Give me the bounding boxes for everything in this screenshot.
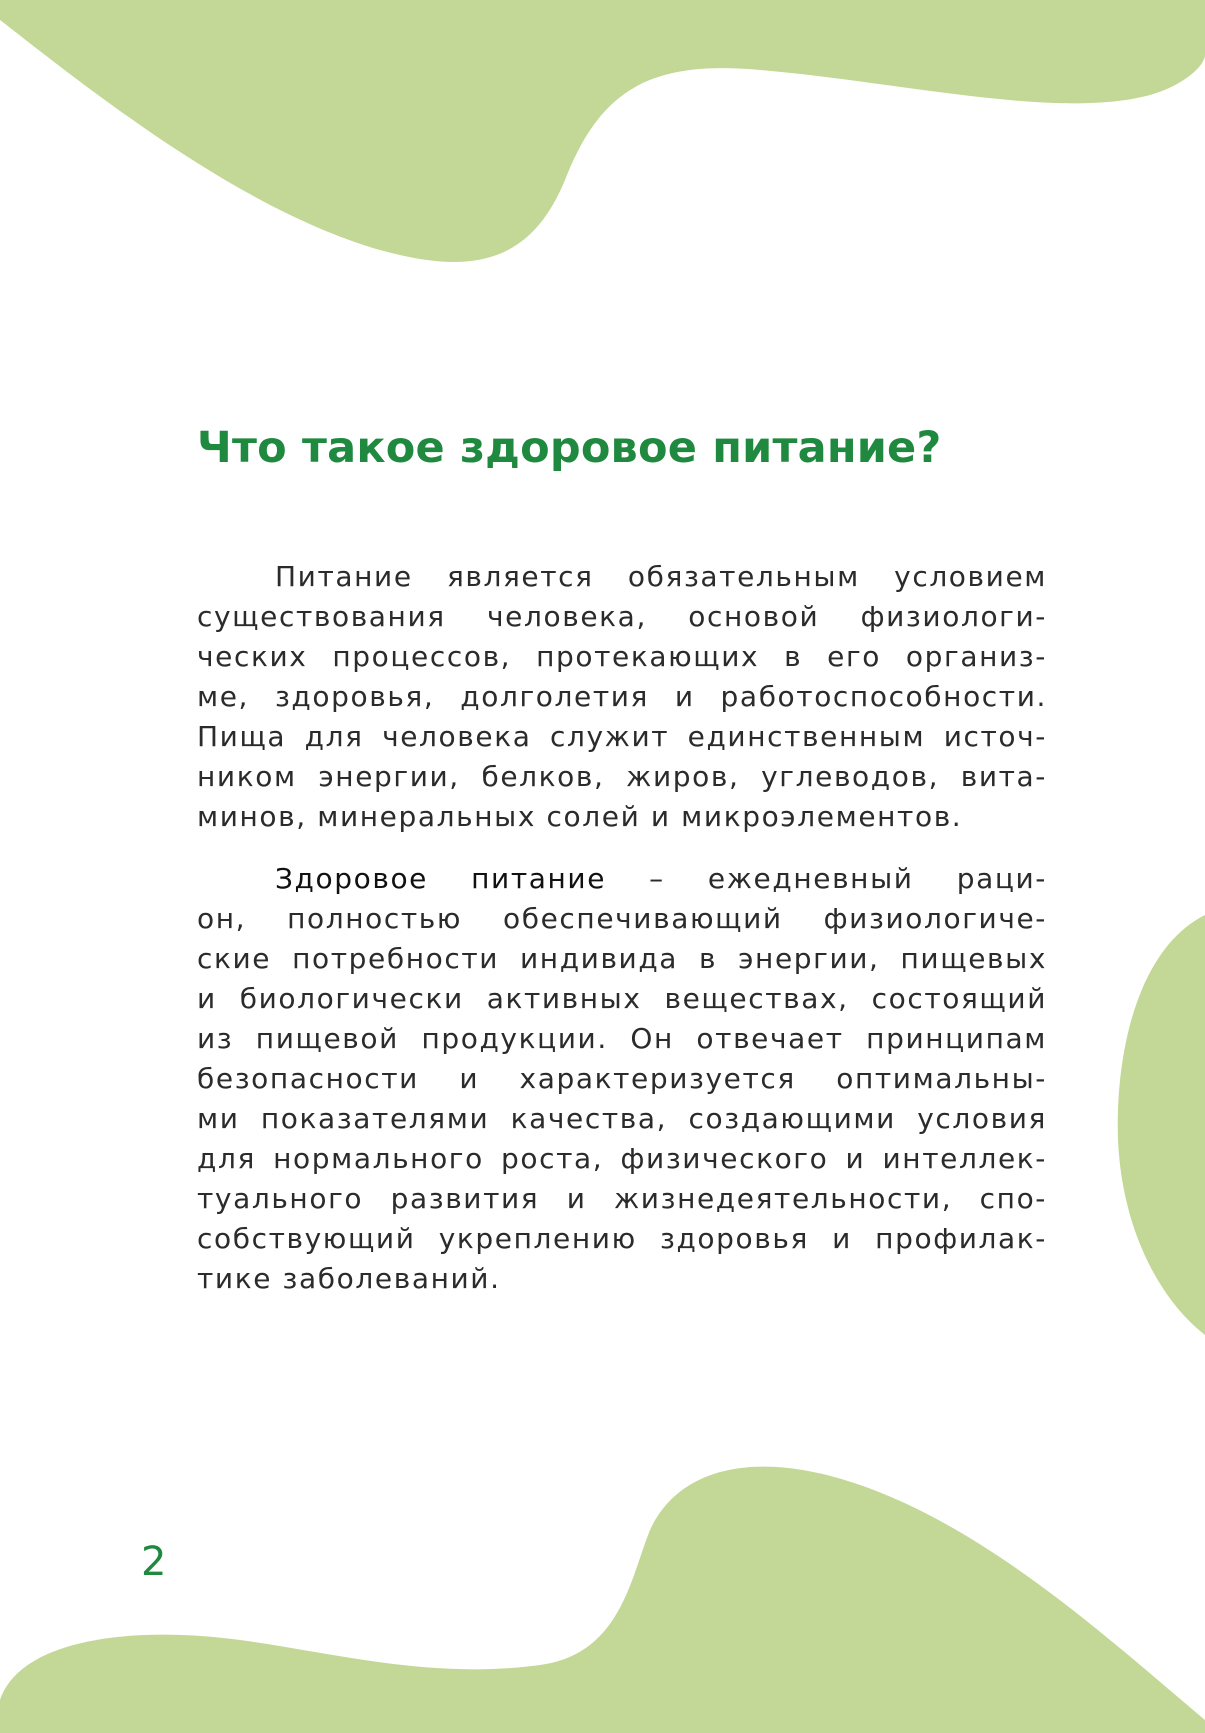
text-line: ме, здоровья, долголетия и работоспособности.	[197, 680, 1047, 713]
text-line: ческих процессов, протекающих в его организ-	[197, 640, 1047, 673]
text-line-with-term	[197, 859, 1047, 899]
paragraph-2	[197, 859, 1047, 1299]
defined-term: Здоровое питание	[275, 862, 607, 895]
right-side-shape	[1118, 915, 1205, 1335]
text-fragment: – ежедневный раци-	[606, 862, 1047, 895]
text-line: Питание является обязательным условием	[275, 560, 1047, 593]
text-line: тике заболеваний.	[197, 1262, 501, 1295]
text-line: Пища для человека служит единственным источ-	[197, 720, 1047, 753]
text-line: ские потребности индивида в энергии, пищевых	[197, 942, 1047, 975]
text-line: безопасности и характеризуется оптимальны-	[197, 1062, 1047, 1095]
text-line: и биологически активных веществах, состоящий	[197, 982, 1047, 1015]
top-wave-shape	[0, 0, 1205, 262]
text-line: ником энергии, белков, жиров, углеводов, вита-	[197, 760, 1047, 793]
text-line: для нормального роста, физического и интеллек-	[197, 1142, 1047, 1175]
page-title: Что такое здоровое питание?	[197, 423, 942, 473]
text-line: минов, минеральных солей и микроэлементов.	[197, 800, 963, 833]
text-line: собствующий укреплению здоровья и профилак-	[197, 1222, 1047, 1255]
bottom-wave-shape	[0, 1467, 1205, 1733]
page-number: 2	[141, 1539, 167, 1585]
paragraph-spacer	[197, 837, 1047, 859]
body-text	[197, 557, 1047, 1299]
text-line: он, полностью обеспечивающий физиологиче-	[197, 902, 1047, 935]
text-line: существования человека, основой физиологи-	[197, 600, 1047, 633]
text-line: туального развития и жизнедеятельности, спо-	[197, 1182, 1047, 1215]
paragraph-1	[197, 557, 1047, 837]
text-line: из пищевой продукции. Он отвечает принципам	[197, 1022, 1047, 1055]
text-line: ми показателями качества, создающими условия	[197, 1102, 1047, 1135]
